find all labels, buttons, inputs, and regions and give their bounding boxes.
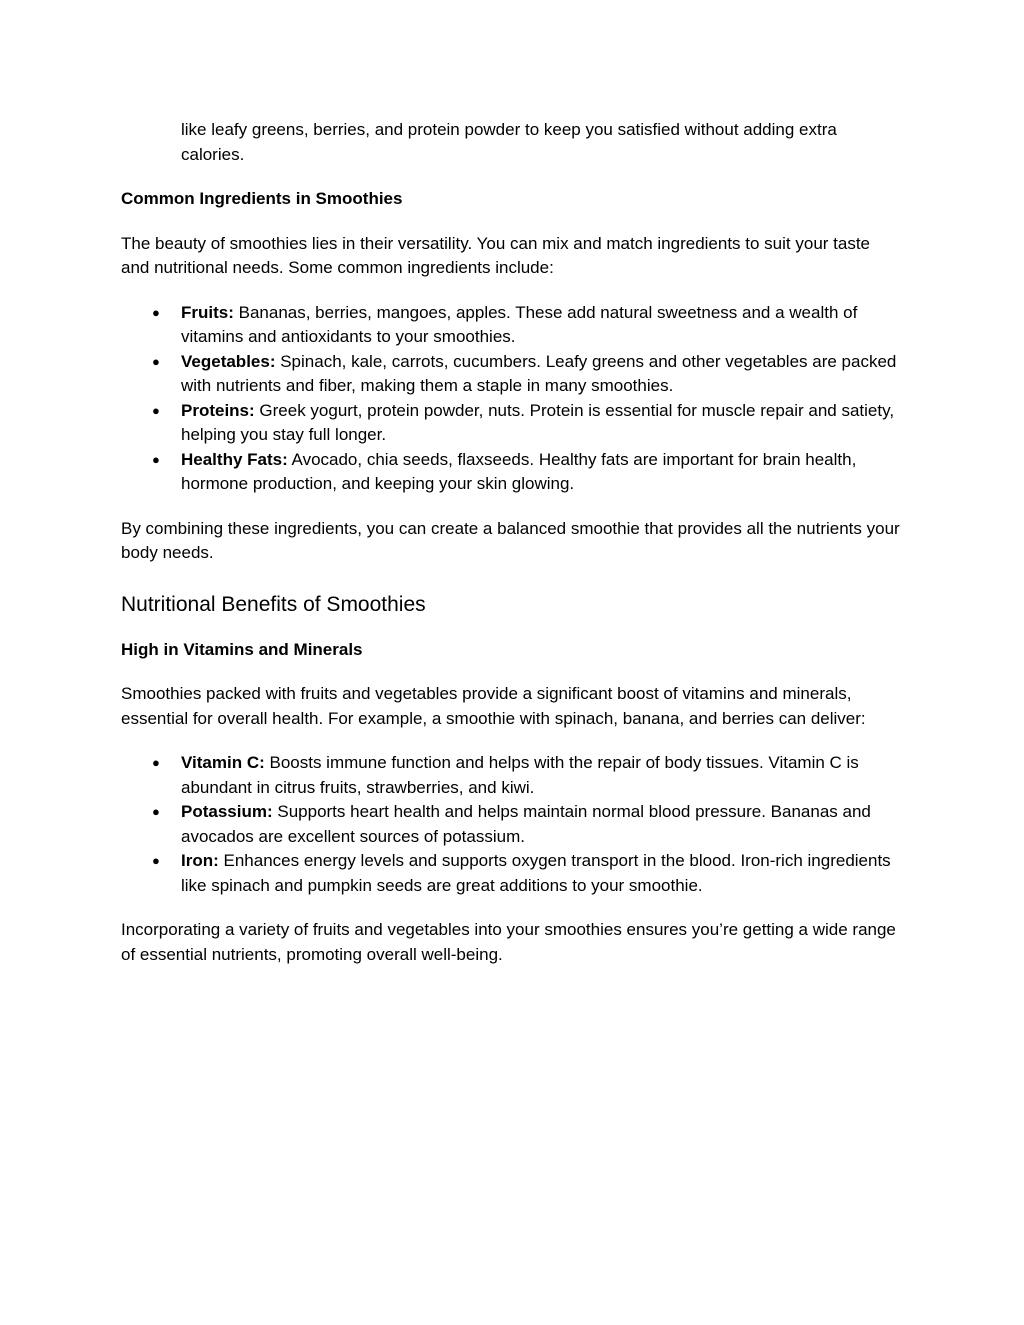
document-page [121, 118, 901, 967]
list-item-text: Enhances energy levels and supports oxygen transport in the blood. Iron-rich ingredients like spinach and pumpkin seeds are great additions to your smoothie. [181, 851, 891, 895]
list-item [121, 301, 901, 350]
bullet-icon: ● [152, 755, 160, 770]
list-item [121, 399, 901, 448]
list-item-label: Iron: [181, 851, 219, 870]
list-item [121, 448, 901, 497]
list-item-text: Boosts immune function and helps with the repair of body tissues. Vitamin C is abundant in citrus fruits, strawberries, and kiwi. [181, 753, 859, 797]
bullet-icon: ● [152, 304, 160, 320]
list-item-text: Avocado, chia seeds, flaxseeds. Healthy fats are important for brain health, hormone production, and keeping your skin glowing. [181, 449, 857, 493]
list-item-text: Bananas, berries, mangoes, apples. These add natural sweetness and a wealth of vitamins and antioxidants to your smoothies. [181, 302, 858, 346]
list-item [121, 849, 901, 898]
list-item-label: Healthy Fats: [181, 449, 288, 469]
common-ingredients-paragraph: The beauty of smoothies lies in their versatility. You can mix and match ingredients to suit your taste and nutritional needs. Some common ingredients include: [121, 233, 871, 277]
nutritional-benefits-heading: Nutritional Benefits of Smoothies [121, 592, 426, 616]
bullet-icon: ● [152, 402, 160, 418]
list-item-label: Potassium: [181, 802, 273, 821]
list-item [121, 751, 901, 800]
vitamins-paragraph: Smoothies packed with fruits and vegetables provide a significant boost of vitamins and minerals, essential for overall health. For example, a smoothie with spinach, banana, and berries can deliver: [121, 684, 866, 728]
list-item-label: Fruits: [181, 302, 234, 322]
common-ingredients-closing: By combining these ingredients, you can create a balanced smoothie that provides all the nutrients your body needs. [121, 518, 900, 562]
nutrients-list [121, 751, 901, 898]
bullet-icon: ● [152, 853, 160, 868]
list-item [121, 350, 901, 399]
bullet-icon: ● [152, 451, 160, 467]
list-item-label: Vegetables: [181, 351, 276, 371]
list-item-label: Proteins: [181, 400, 255, 420]
bullet-icon: ● [152, 353, 160, 369]
bullet-icon: ● [152, 804, 160, 819]
list-item-text: Spinach, kale, carrots, cucumbers. Leafy greens and other vegetables are packed with nutrients and fiber, making them a staple in many smoothies. [181, 351, 897, 395]
list-item-text: Supports heart health and helps maintain normal blood pressure. Bananas and avocados are excellent sources of potassium. [181, 802, 871, 846]
vitamins-minerals-heading: High in Vitamins and Minerals [121, 639, 363, 659]
ingredients-list [121, 301, 901, 497]
list-item-label: Vitamin C: [181, 753, 265, 772]
common-ingredients-heading: Common Ingredients in Smoothies [121, 189, 403, 208]
nutritional-closing: Incorporating a variety of fruits and vegetables into your smoothies ensures you’re getting a wide range of essential nutrients, promoting overall well-being. [121, 920, 896, 964]
intro-continuation-text: like leafy greens, berries, and protein powder to keep you satisfied without adding extra calories. [181, 120, 837, 164]
list-item [121, 800, 901, 849]
list-item-text: Greek yogurt, protein powder, nuts. Protein is essential for muscle repair and satiety, helping you stay full longer. [181, 400, 895, 444]
